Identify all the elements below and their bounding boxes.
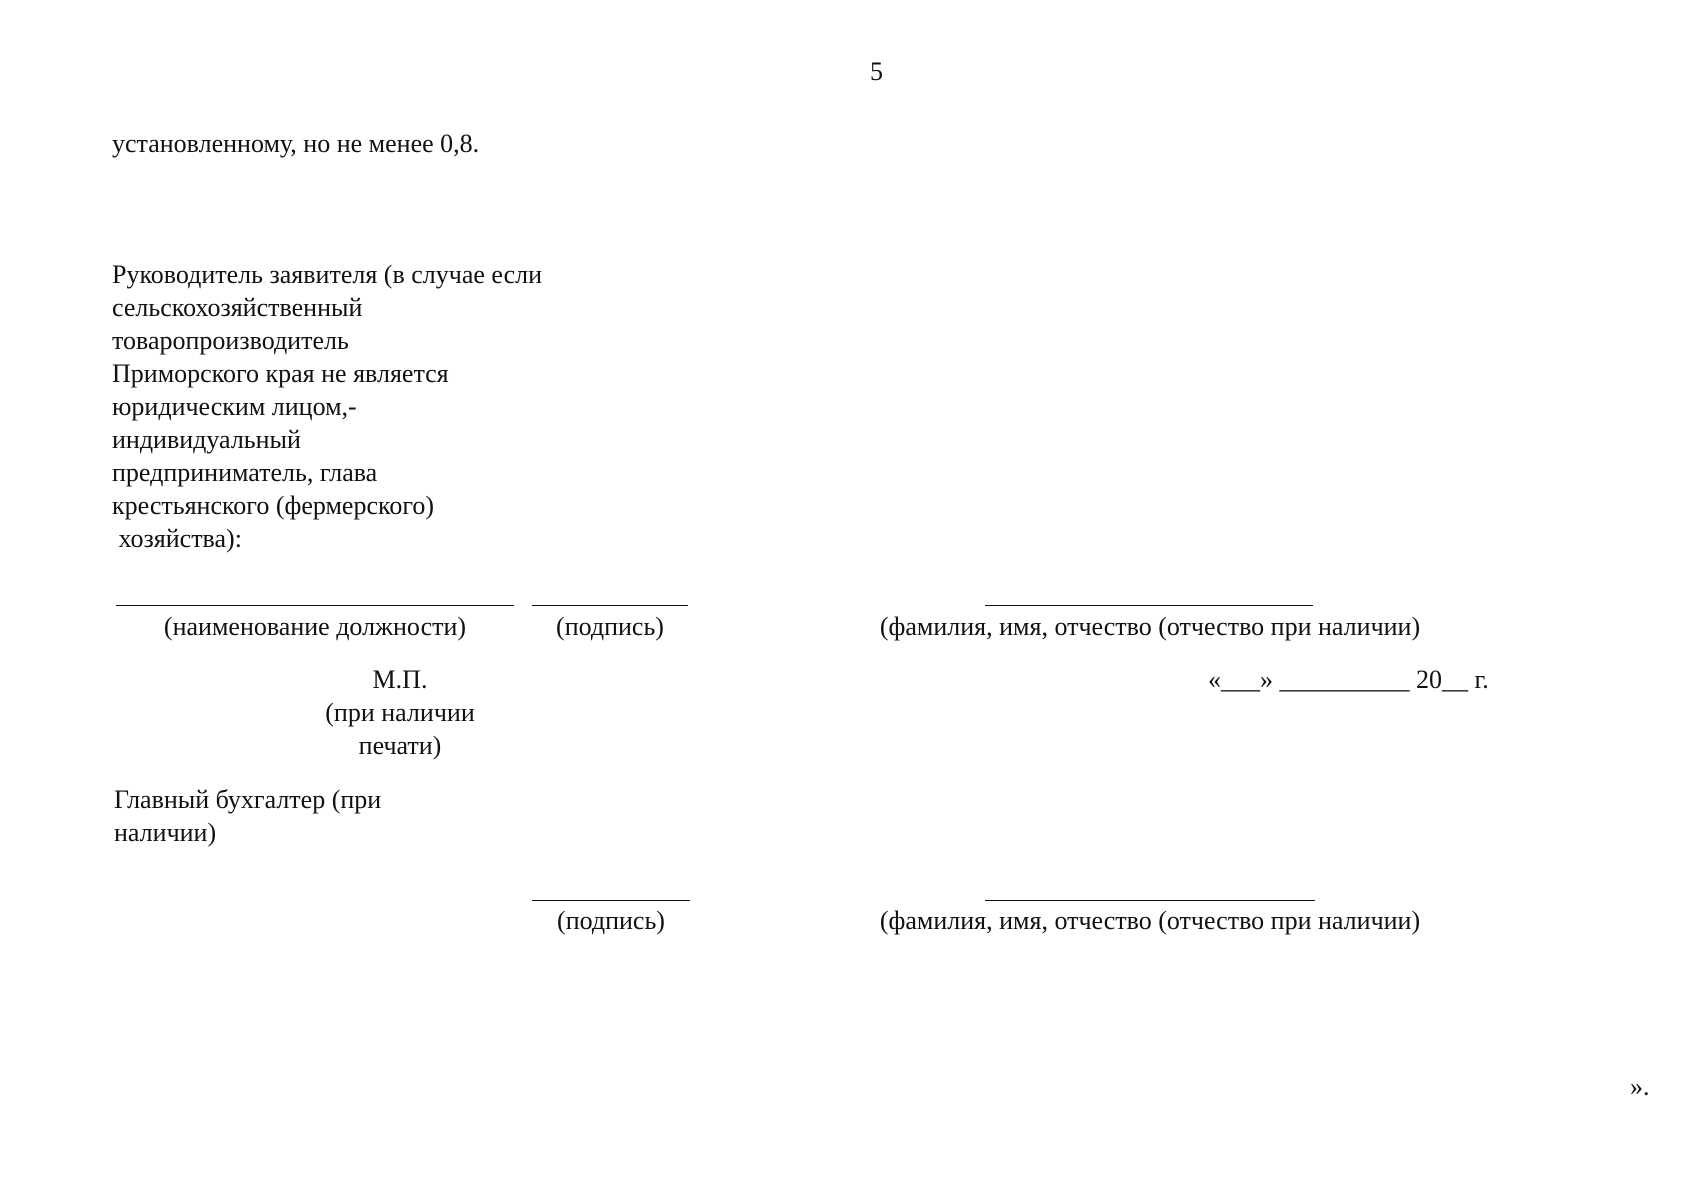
- head-title-line: предприниматель, глава: [112, 458, 378, 487]
- head-title-line: товаропроизводитель: [112, 326, 349, 355]
- head-title-line: Приморского края не является: [112, 359, 449, 388]
- closing-mark: ».: [1630, 1072, 1650, 1101]
- head-title-line: крестьянского (фермерского): [112, 491, 434, 520]
- date-year-suffix: г.: [1474, 665, 1489, 694]
- head-title-line: Руководитель заявителя (в случае если: [112, 260, 543, 289]
- accountant-title-block: [114, 783, 381, 849]
- head-title-line: хозяйства):: [112, 524, 242, 553]
- accountant-fio-caption: (фамилия, имя, отчество (отчество при наличии): [879, 906, 1421, 935]
- accountant-signature-caption: (подпись): [557, 906, 665, 935]
- fio-line[interactable]: [985, 605, 1313, 606]
- head-title-line: индивидуальный: [112, 425, 301, 454]
- accountant-fio-line[interactable]: [985, 900, 1315, 901]
- page-number: 5: [870, 57, 883, 86]
- signature-line[interactable]: [532, 605, 688, 606]
- position-caption: (наименование должности): [163, 612, 467, 641]
- stamp-block: [300, 663, 500, 762]
- stamp-line: М.П.: [372, 665, 428, 694]
- accountant-title-line: Главный бухгалтер (при: [114, 785, 382, 814]
- date-year-prefix: 20: [1416, 665, 1442, 694]
- date-year-blank[interactable]: __: [1442, 665, 1468, 694]
- intro-text: установленному, но не менее 0,8.: [112, 129, 480, 158]
- date-day-blank[interactable]: ___: [1221, 665, 1260, 694]
- head-title-line: сельскохозяйственный: [112, 293, 363, 322]
- date-open-quote: «: [1208, 665, 1221, 694]
- position-line[interactable]: [116, 605, 514, 606]
- accountant-signature-line[interactable]: [532, 900, 690, 901]
- stamp-line: печати): [358, 731, 442, 760]
- accountant-title-line: наличии): [114, 818, 217, 847]
- signature-caption: (подпись): [556, 612, 664, 641]
- fio-caption: (фамилия, имя, отчество (отчество при наличии): [879, 612, 1421, 641]
- date-close-quote: »: [1260, 665, 1273, 694]
- stamp-line: (при наличии: [325, 698, 475, 727]
- head-title-line: юридическим лицом,-: [112, 392, 357, 421]
- date-month-blank[interactable]: __________: [1279, 665, 1410, 694]
- date-line: [1208, 663, 1489, 696]
- head-title-block: [112, 258, 542, 555]
